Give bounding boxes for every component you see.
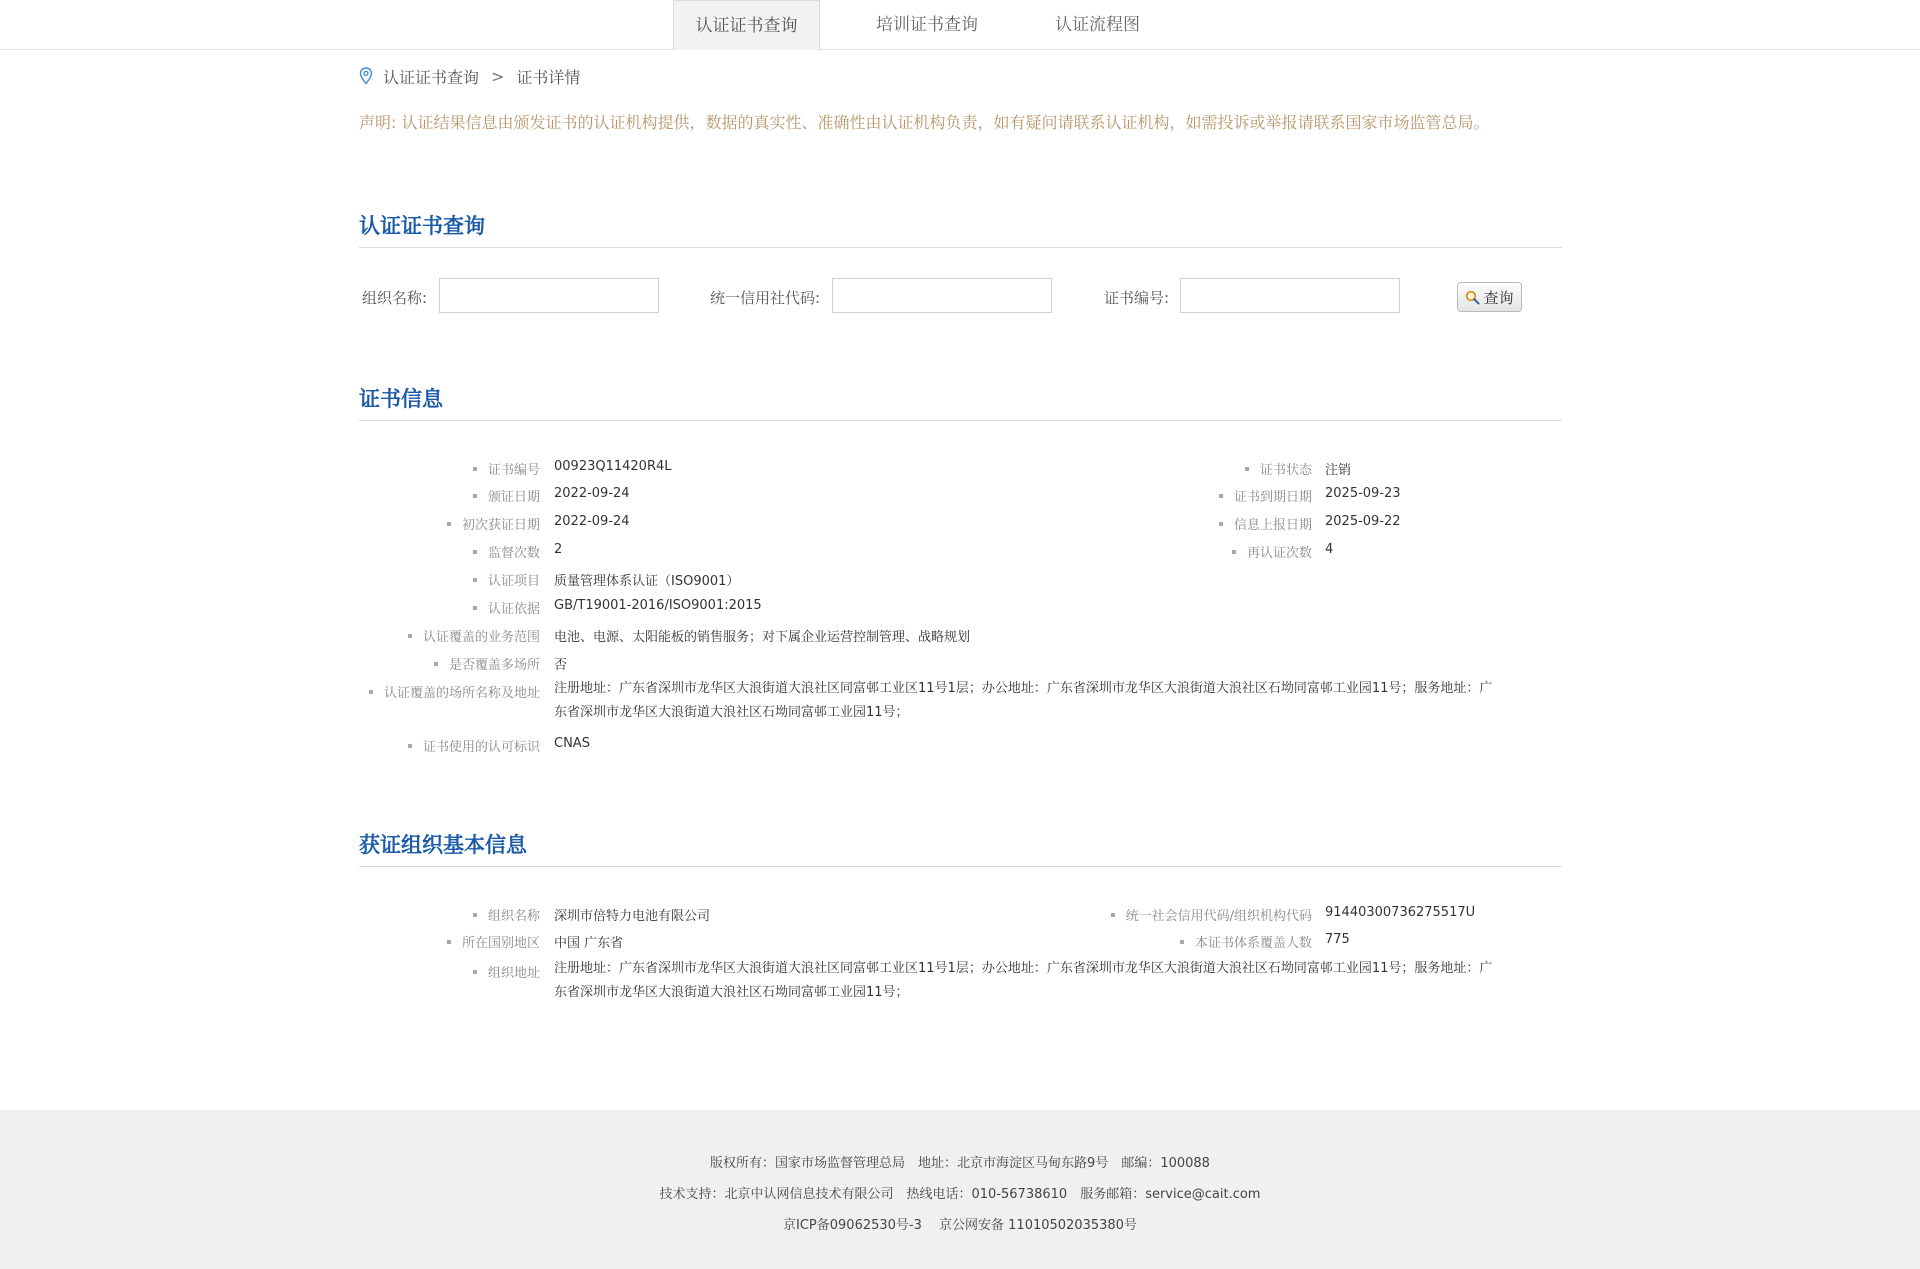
footer-copyright: 版权所有：国家市场监督管理总局 地址：北京市海淀区马甸东路9号 邮编：100088: [710, 1156, 1210, 1171]
footer: [0, 1110, 1920, 1269]
top-nav: [0, 0, 1920, 50]
query-button-label: 查询: [1483, 288, 1514, 307]
org-row-key: 组织名称: [359, 902, 540, 926]
cert-row-key: 监督次数: [359, 539, 540, 563]
section-title-org-info: 获证组织基本信息: [359, 829, 1562, 867]
search-icon: [1465, 290, 1480, 305]
cert-row-key: 证书到期日期: [1060, 483, 1312, 507]
org-row-key: 统一社会信用代码/组织机构代码: [1060, 902, 1312, 926]
search-form: [359, 278, 1562, 314]
cert-number-label: 证书编号:: [1104, 289, 1170, 307]
section-title-cert-info: 证书信息: [359, 383, 1562, 421]
breadcrumb-current: 证书详情: [516, 67, 581, 87]
query-button[interactable]: [1457, 282, 1522, 312]
tab-cert-query[interactable]: 认证证书查询: [673, 0, 820, 50]
cert-row-key: 证书状态: [1060, 456, 1312, 480]
cert-row-key: 再认证次数: [1060, 539, 1312, 563]
cert-number-input[interactable]: [1180, 278, 1400, 313]
credit-code-input[interactable]: [832, 278, 1052, 313]
cert-row-key: 是否覆盖多场所: [359, 651, 540, 675]
tab-training-query[interactable]: 培训证书查询: [876, 15, 978, 35]
org-row-key: 本证书体系覆盖人数: [1060, 929, 1312, 953]
org-name-label: 组织名称:: [362, 289, 428, 307]
cert-row-key: 证书使用的认可标识: [359, 733, 540, 757]
breadcrumb: [359, 64, 580, 88]
cert-row-key: 证书编号: [359, 456, 540, 480]
cert-row-key: 信息上报日期: [1060, 511, 1312, 535]
cert-row-key: 认证项目: [359, 567, 540, 591]
credit-code-label: 统一信用社代码:: [710, 289, 821, 307]
org-row-key: 组织地址: [359, 959, 540, 983]
cert-row-key: 颁证日期: [359, 483, 540, 507]
breadcrumb-separator: >: [491, 66, 505, 86]
breadcrumb-home-link[interactable]: 认证证书查询: [383, 67, 480, 87]
location-pin-icon: [359, 67, 373, 85]
cert-row-key: 认证覆盖的场所名称及地址: [359, 679, 540, 703]
cert-row-key: 初次获证日期: [359, 511, 540, 535]
tab-process-chart[interactable]: 认证流程图: [1055, 15, 1140, 35]
footer-support: 技术支持：北京中认网信息技术有限公司 热线电话：010-56738610 服务邮箱：service@cait.com: [659, 1187, 1261, 1202]
cert-row-key: 认证覆盖的业务范围: [359, 623, 540, 647]
cert-row-key: 认证依据: [359, 595, 540, 619]
org-name-input[interactable]: [439, 278, 659, 313]
org-row-key: 所在国别地区: [359, 929, 540, 953]
section-title-search: 认证证书查询: [359, 210, 1562, 248]
footer-icp: 京ICP备09062530号-3 京公网安备 11010502035380号: [783, 1218, 1137, 1233]
disclaimer-notice: 声明: 认证结果信息由颁发证书的认证机构提供，数据的真实性、准确性由认证机构负责，如有疑问请联系认证机构，如需投诉或举报请联系国家市场监管总局。: [359, 113, 1490, 132]
